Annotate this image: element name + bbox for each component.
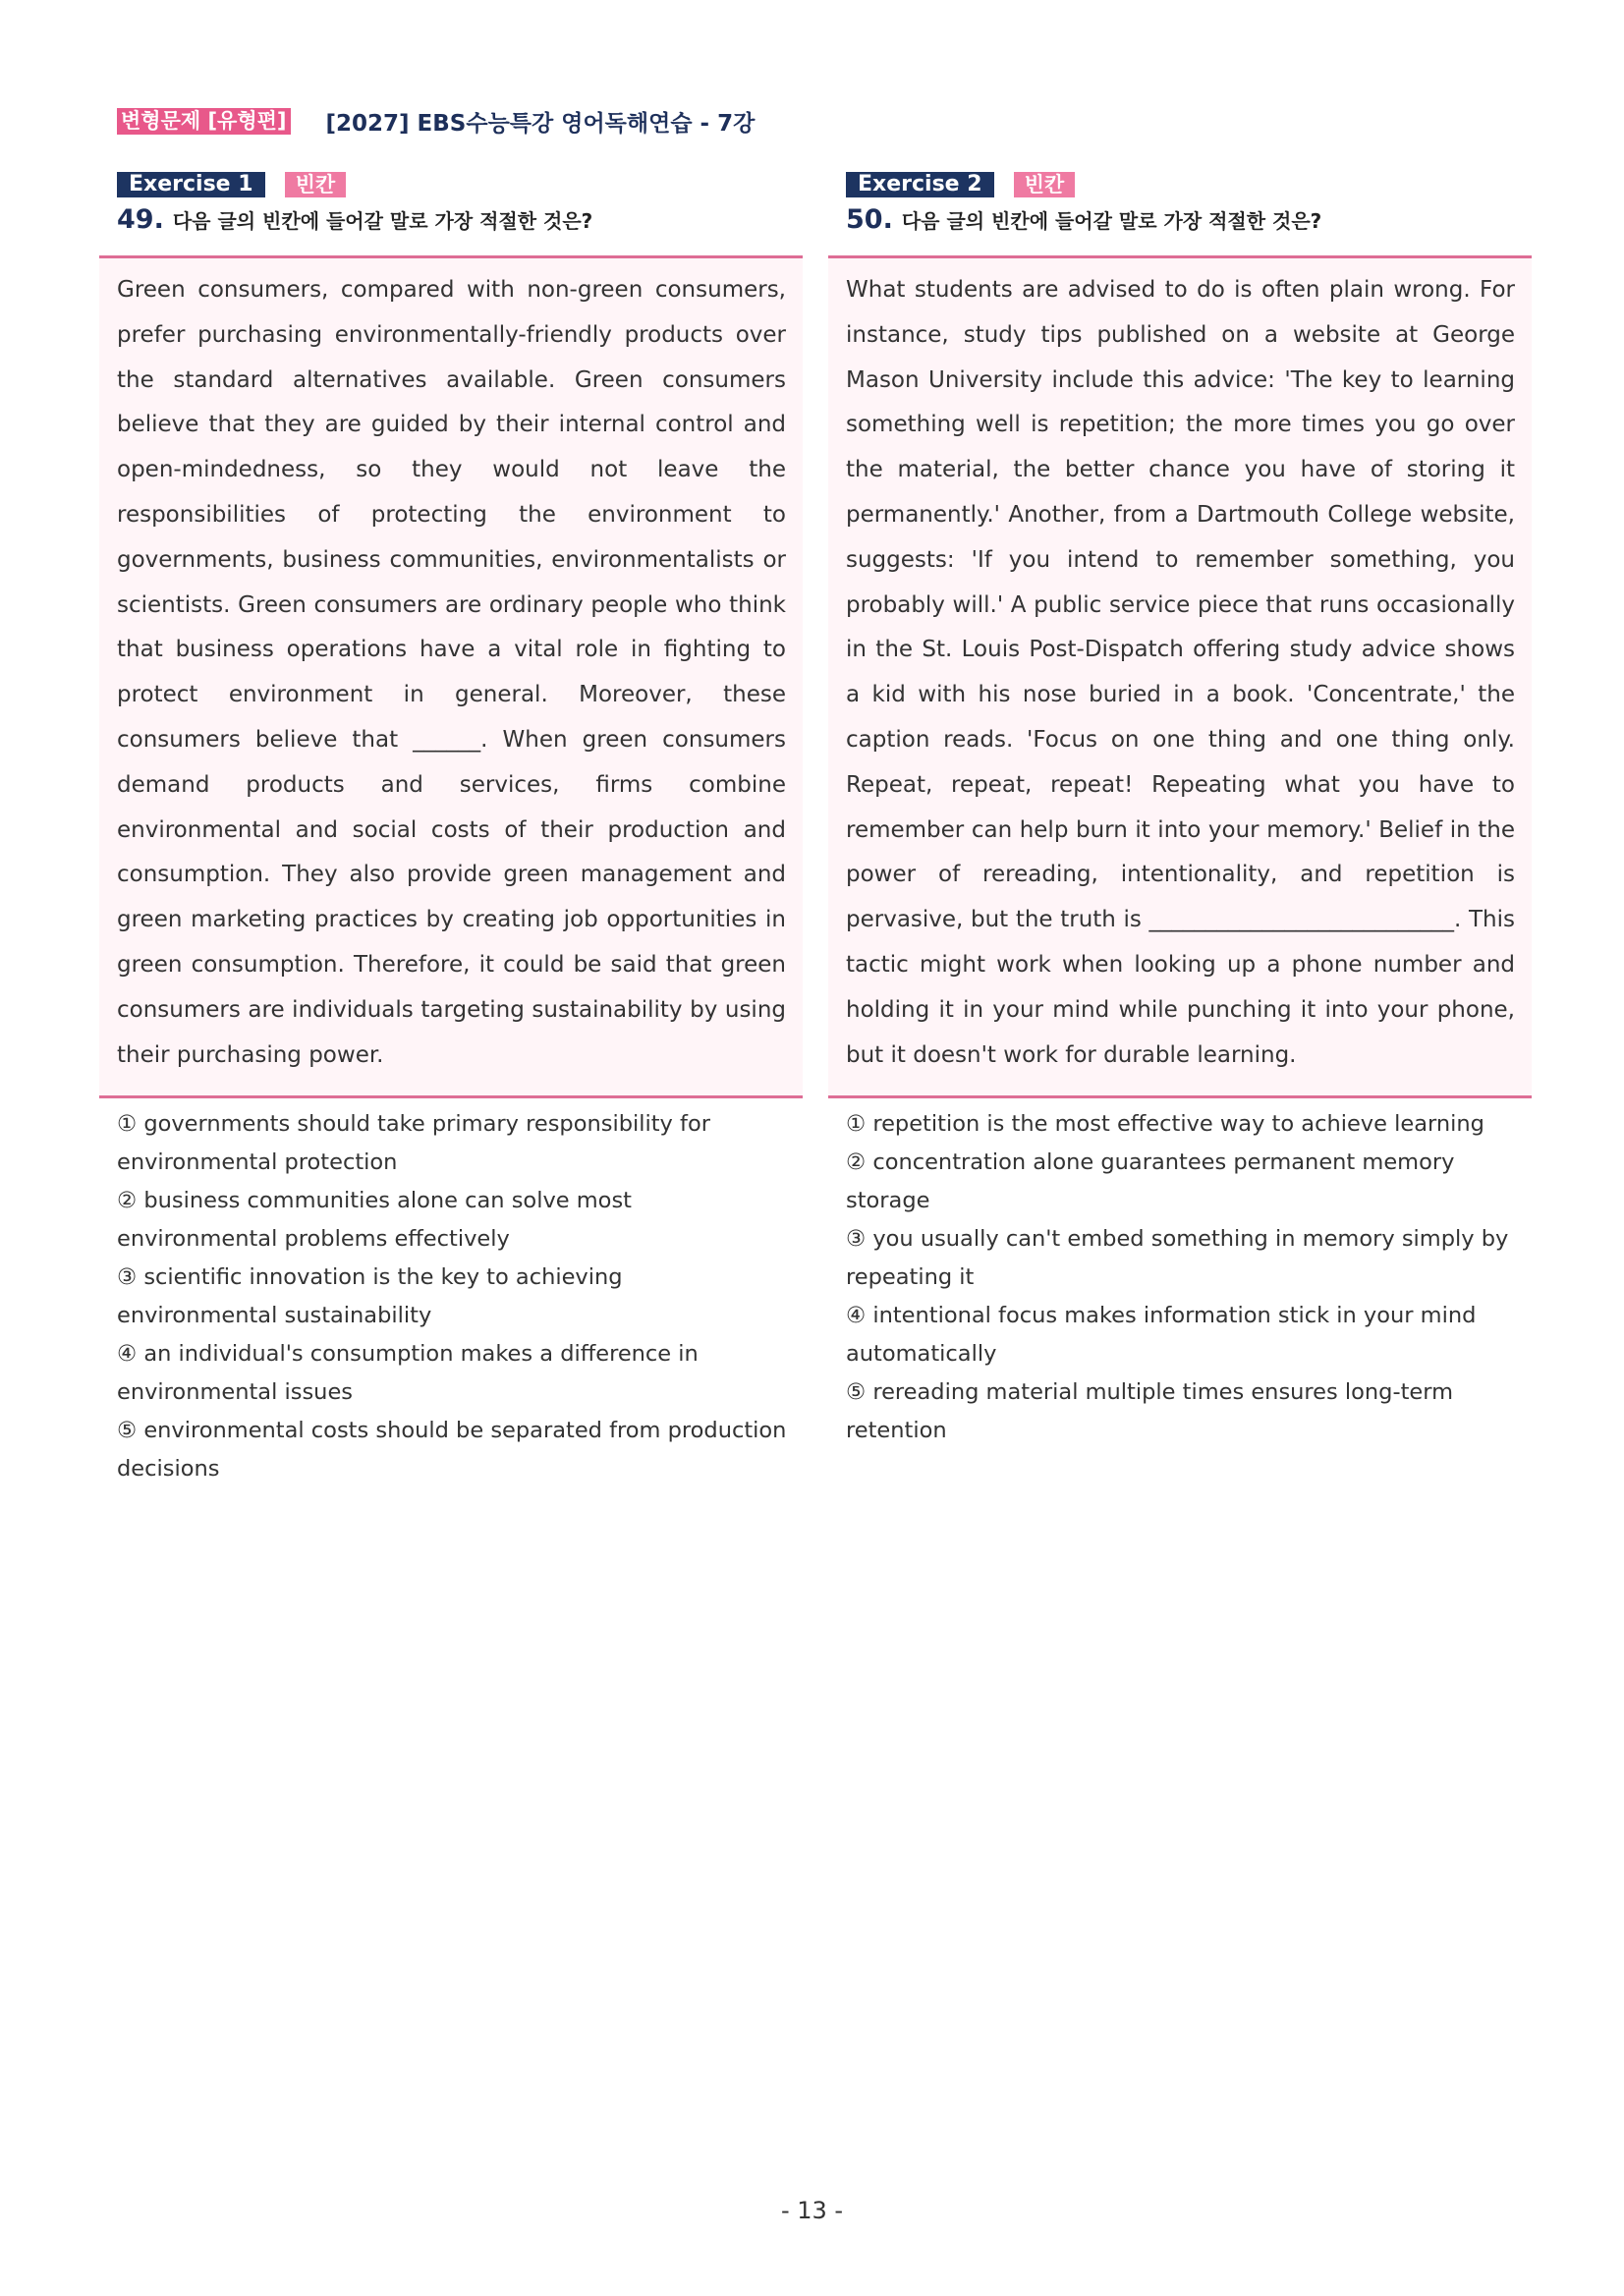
passage-box-1 bbox=[99, 255, 803, 1098]
exercise-1-label: Exercise 1 bbox=[117, 172, 265, 197]
passage-1-text: Green consumers, compared with non-green consumers, prefer purchasing environmentally-friendly products over the standard alternatives available. Green consumers believe that they are guided by their internal control and open-mindedness, so they would not leave the responsibilities of protecting the environment to governments, business communities, environmentalists or scientists. Green consumers are ordinary people who think that business operations have a vital role in fighting to protect environment in general. Moreover, these consumers believe that ______. When green consumers demand products and services, firms combine environmental and social costs of their production and consumption. They also provide green management and green marketing practices by creating job opportunities in green consumption. Therefore, it could be said that green consumers are individuals targeting sustainability by using their purchasing power. bbox=[117, 277, 786, 1068]
header-tag: 변형문제 [유형편] bbox=[117, 108, 291, 135]
option-2-2[interactable]: ② concentration alone guarantees permanent memory storage bbox=[846, 1149, 1455, 1214]
page-number: - 13 - bbox=[780, 2197, 844, 2224]
question-49-prompt: 다음 글의 빈칸에 들어갈 말로 가장 적절한 것은? bbox=[172, 209, 593, 233]
option-1-5[interactable]: ⑤ environmental costs should be separated from production decisions bbox=[117, 1418, 787, 1483]
option-2-1[interactable]: ① repetition is the most effective way to achieve learning bbox=[846, 1111, 1484, 1138]
question-49 bbox=[117, 204, 803, 240]
question-50-number: 50. bbox=[846, 204, 893, 235]
option-1-2[interactable]: ② business communities alone can solve most environmental problems effectively bbox=[117, 1188, 632, 1253]
options-list-1 bbox=[99, 1105, 803, 1488]
passage-box-2 bbox=[828, 255, 1532, 1098]
exercise-1 bbox=[99, 172, 803, 1488]
options-list-2 bbox=[828, 1105, 1532, 1450]
option-2-5[interactable]: ⑤ rereading material multiple times ensures long-term retention bbox=[846, 1379, 1454, 1444]
question-50-prompt: 다음 글의 빈칸에 들어갈 말로 가장 적절한 것은? bbox=[901, 209, 1322, 233]
question-49-number: 49. bbox=[117, 204, 164, 235]
option-2-4[interactable]: ④ intentional focus makes information stick in your mind automatically bbox=[846, 1303, 1477, 1368]
option-1-1[interactable]: ① governments should take primary responsibility for environmental protection bbox=[117, 1111, 710, 1176]
exercise-1-heading bbox=[117, 172, 803, 197]
page-header bbox=[117, 106, 755, 136]
header-title: [2027] EBS수능특강 영어독해연습 - 7강 bbox=[325, 110, 756, 137]
exercise-1-type-tag: 빈칸 bbox=[285, 172, 347, 197]
exercise-2 bbox=[828, 172, 1532, 1450]
option-2-3[interactable]: ③ you usually can't embed something in memory simply by repeating it bbox=[846, 1226, 1509, 1291]
question-50 bbox=[846, 204, 1532, 240]
passage-2-text: What students are advised to do is often plain wrong. For instance, study tips published on a website at George Mason University include this advice: 'The key to learning something well is repetition; the more times you go over the material, the better chance you have of storing it permanently.' Another, from a Dartmouth College website, suggests: 'If you intend to remember something, you probably will.' A public service piece that runs occasionally in the St. Louis Post-Dispatch offering study advice shows a kid with his nose buried in a book. 'Concentrate,' the caption reads. 'Focus on one thing and one thing only. Repeat, repeat, repeat! Repeating what you have to remember can help burn it into your memory.' Belief in the power of rereading, intentionality, and repetition is pervasive, but the truth is ___________________________. This tactic might work when looking up a phone number and holding it in your mind while punching it into your phone, but it doesn't work for durable learning. bbox=[846, 277, 1515, 1068]
exercise-2-type-tag: 빈칸 bbox=[1014, 172, 1076, 197]
option-1-4[interactable]: ④ an individual's consumption makes a difference in environmental issues bbox=[117, 1341, 699, 1406]
exercise-2-heading bbox=[846, 172, 1532, 197]
option-1-3[interactable]: ③ scientific innovation is the key to achieving environmental sustainability bbox=[117, 1264, 623, 1329]
exercise-2-label: Exercise 2 bbox=[846, 172, 994, 197]
